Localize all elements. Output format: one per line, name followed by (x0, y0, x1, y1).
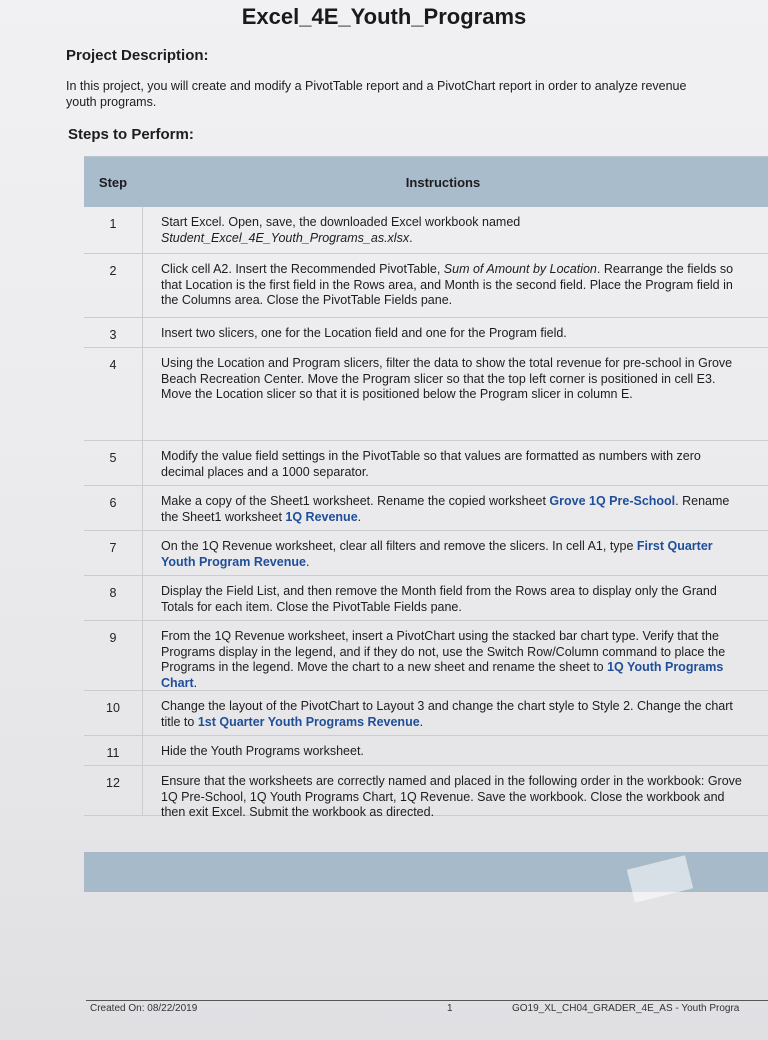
header-instructions: Instructions (405, 174, 481, 190)
instruction-text: Modify the value field settings in the PivotTable so that values are formatted as numbers with zero decimal places and a 1000 separator. (161, 449, 701, 479)
step-number: 7 (109, 541, 117, 555)
table-row (84, 736, 768, 766)
step-number: 2 (109, 264, 117, 278)
project-description-heading: Project Description: (66, 47, 209, 64)
step-instruction (142, 207, 768, 253)
step-instruction (142, 486, 768, 530)
step-instruction (142, 254, 768, 317)
instruction-text: Make a copy of the Sheet1 worksheet. Rename the copied worksheet (161, 494, 550, 508)
instruction-keyword: 1st Quarter Youth Programs Revenue (197, 714, 420, 729)
table-row (84, 207, 768, 254)
instruction-text: . (357, 509, 362, 524)
instruction-text: Click cell A2. Insert the Recommended PivotTable, (161, 262, 444, 276)
table-row (84, 531, 768, 576)
step-number: 4 (109, 358, 117, 372)
instruction-text: Sum of Amount by Location (443, 262, 597, 276)
project-description-text (66, 78, 768, 110)
step-number: 3 (109, 328, 117, 342)
instruction-text: Change the layout of the PivotChart to Layout 3 and change the chart style to Style 2. Change the chart title to (161, 699, 733, 729)
step-instruction (142, 318, 768, 347)
step-instruction (142, 766, 768, 819)
step-number: 6 (109, 496, 117, 510)
instruction-text: Using the Location and Program slicers, filter the data to show the total revenue for pre-school in Grove Beach Recreation Center. Move the Program slicer so that the top left corner is positioned in cell E3. Move the Location slicer so that it is positioned below the Program slicer in column E. (161, 356, 733, 401)
steps-heading: Steps to Perform: (68, 126, 194, 143)
step-instruction (142, 576, 768, 620)
step-number: 10 (106, 701, 120, 715)
instruction-text: . Rearrange the fields so that Location is the first field in the Rows area, and Month is the second field. Place the Program field in the Columns area. Close the PivotTable Fields pane. (161, 262, 734, 307)
table-row (84, 441, 768, 486)
step-number: 9 (109, 631, 117, 645)
table-row (84, 766, 768, 819)
step-number: 1 (109, 217, 117, 231)
instruction-keyword: 1Q Youth Programs Chart (161, 660, 724, 690)
instruction-text: Insert two slicers, one for the Location field and one for the Program field. (161, 326, 567, 340)
instruction-text: On the 1Q Revenue worksheet, clear all filters and remove the slicers. In cell A1, type (161, 539, 637, 553)
step-instruction (142, 691, 768, 735)
document-title: Excel_4E_Youth_Programs (241, 4, 527, 29)
steps-table (84, 156, 768, 819)
header-step: Step (98, 174, 128, 190)
step-instruction (142, 348, 768, 440)
instruction-text: . (193, 675, 198, 690)
step-number: 11 (106, 746, 120, 760)
instruction-text: . Rename the Sheet1 worksheet (161, 494, 730, 524)
table-row (84, 318, 768, 348)
table-body (84, 207, 768, 819)
step-instruction (142, 441, 768, 485)
step-instruction (142, 736, 768, 765)
instruction-keyword: Grove 1Q Pre-School (549, 494, 676, 508)
table-row (84, 348, 768, 441)
instruction-text: Hide the Youth Programs worksheet. (161, 744, 364, 758)
instruction-text: Student_Excel_4E_Youth_Programs_as.xlsx (161, 230, 410, 245)
footer-created-date: Created On: 08/22/2019 (90, 1003, 198, 1014)
project-description-line-2: youth programs. (66, 95, 157, 109)
table-row (84, 576, 768, 621)
instruction-text: . (409, 230, 413, 245)
project-description-line-1: In this project, you will create and modify a PivotTable report and a PivotChart report in order to analyze revenue (66, 79, 687, 93)
instruction-keyword: First Quarter Youth Program Revenue (161, 539, 713, 569)
footer-rule (86, 1000, 768, 1001)
table-row (84, 691, 768, 736)
footer-document-code: GO19_XL_CH04_GRADER_4E_AS - Youth Progra (512, 1003, 740, 1014)
step-number: 5 (109, 451, 117, 465)
instruction-keyword: 1Q Revenue (285, 509, 358, 524)
step-number: 8 (109, 586, 117, 600)
table-row (84, 254, 768, 318)
footer-page-number: 1 (447, 1003, 453, 1014)
instruction-text: Start Excel. Open, save, the downloaded Excel workbook named (161, 215, 521, 229)
step-number: 12 (106, 776, 120, 790)
instruction-text: Display the Field List, and then remove the Month field from the Rows area to display only the Grand Totals for each item. Close the PivotTable Fields pane. (161, 584, 717, 614)
table-header (84, 157, 768, 207)
table-row (84, 621, 768, 691)
instruction-text: . (305, 554, 310, 569)
step-instruction (142, 531, 768, 575)
step-instruction (142, 621, 768, 690)
instruction-text: Ensure that the worksheets are correctly named and placed in the following order in the workbook: Grove 1Q Pre-School, 1Q Youth Programs Chart, 1Q Revenue. Save the workbook. Close the workbook and then exit Excel. Submit the workbook as directed. (161, 774, 742, 819)
table-row (84, 486, 768, 531)
instruction-text: From the 1Q Revenue worksheet, insert a PivotChart using the stacked bar chart type. Verify that the Programs display in the legend, and if they do not, use the Switch Row/Column command to place the Programs in the legend. Move the chart to a new sheet and rename the sheet to (161, 629, 726, 674)
instruction-text: . (419, 714, 424, 729)
